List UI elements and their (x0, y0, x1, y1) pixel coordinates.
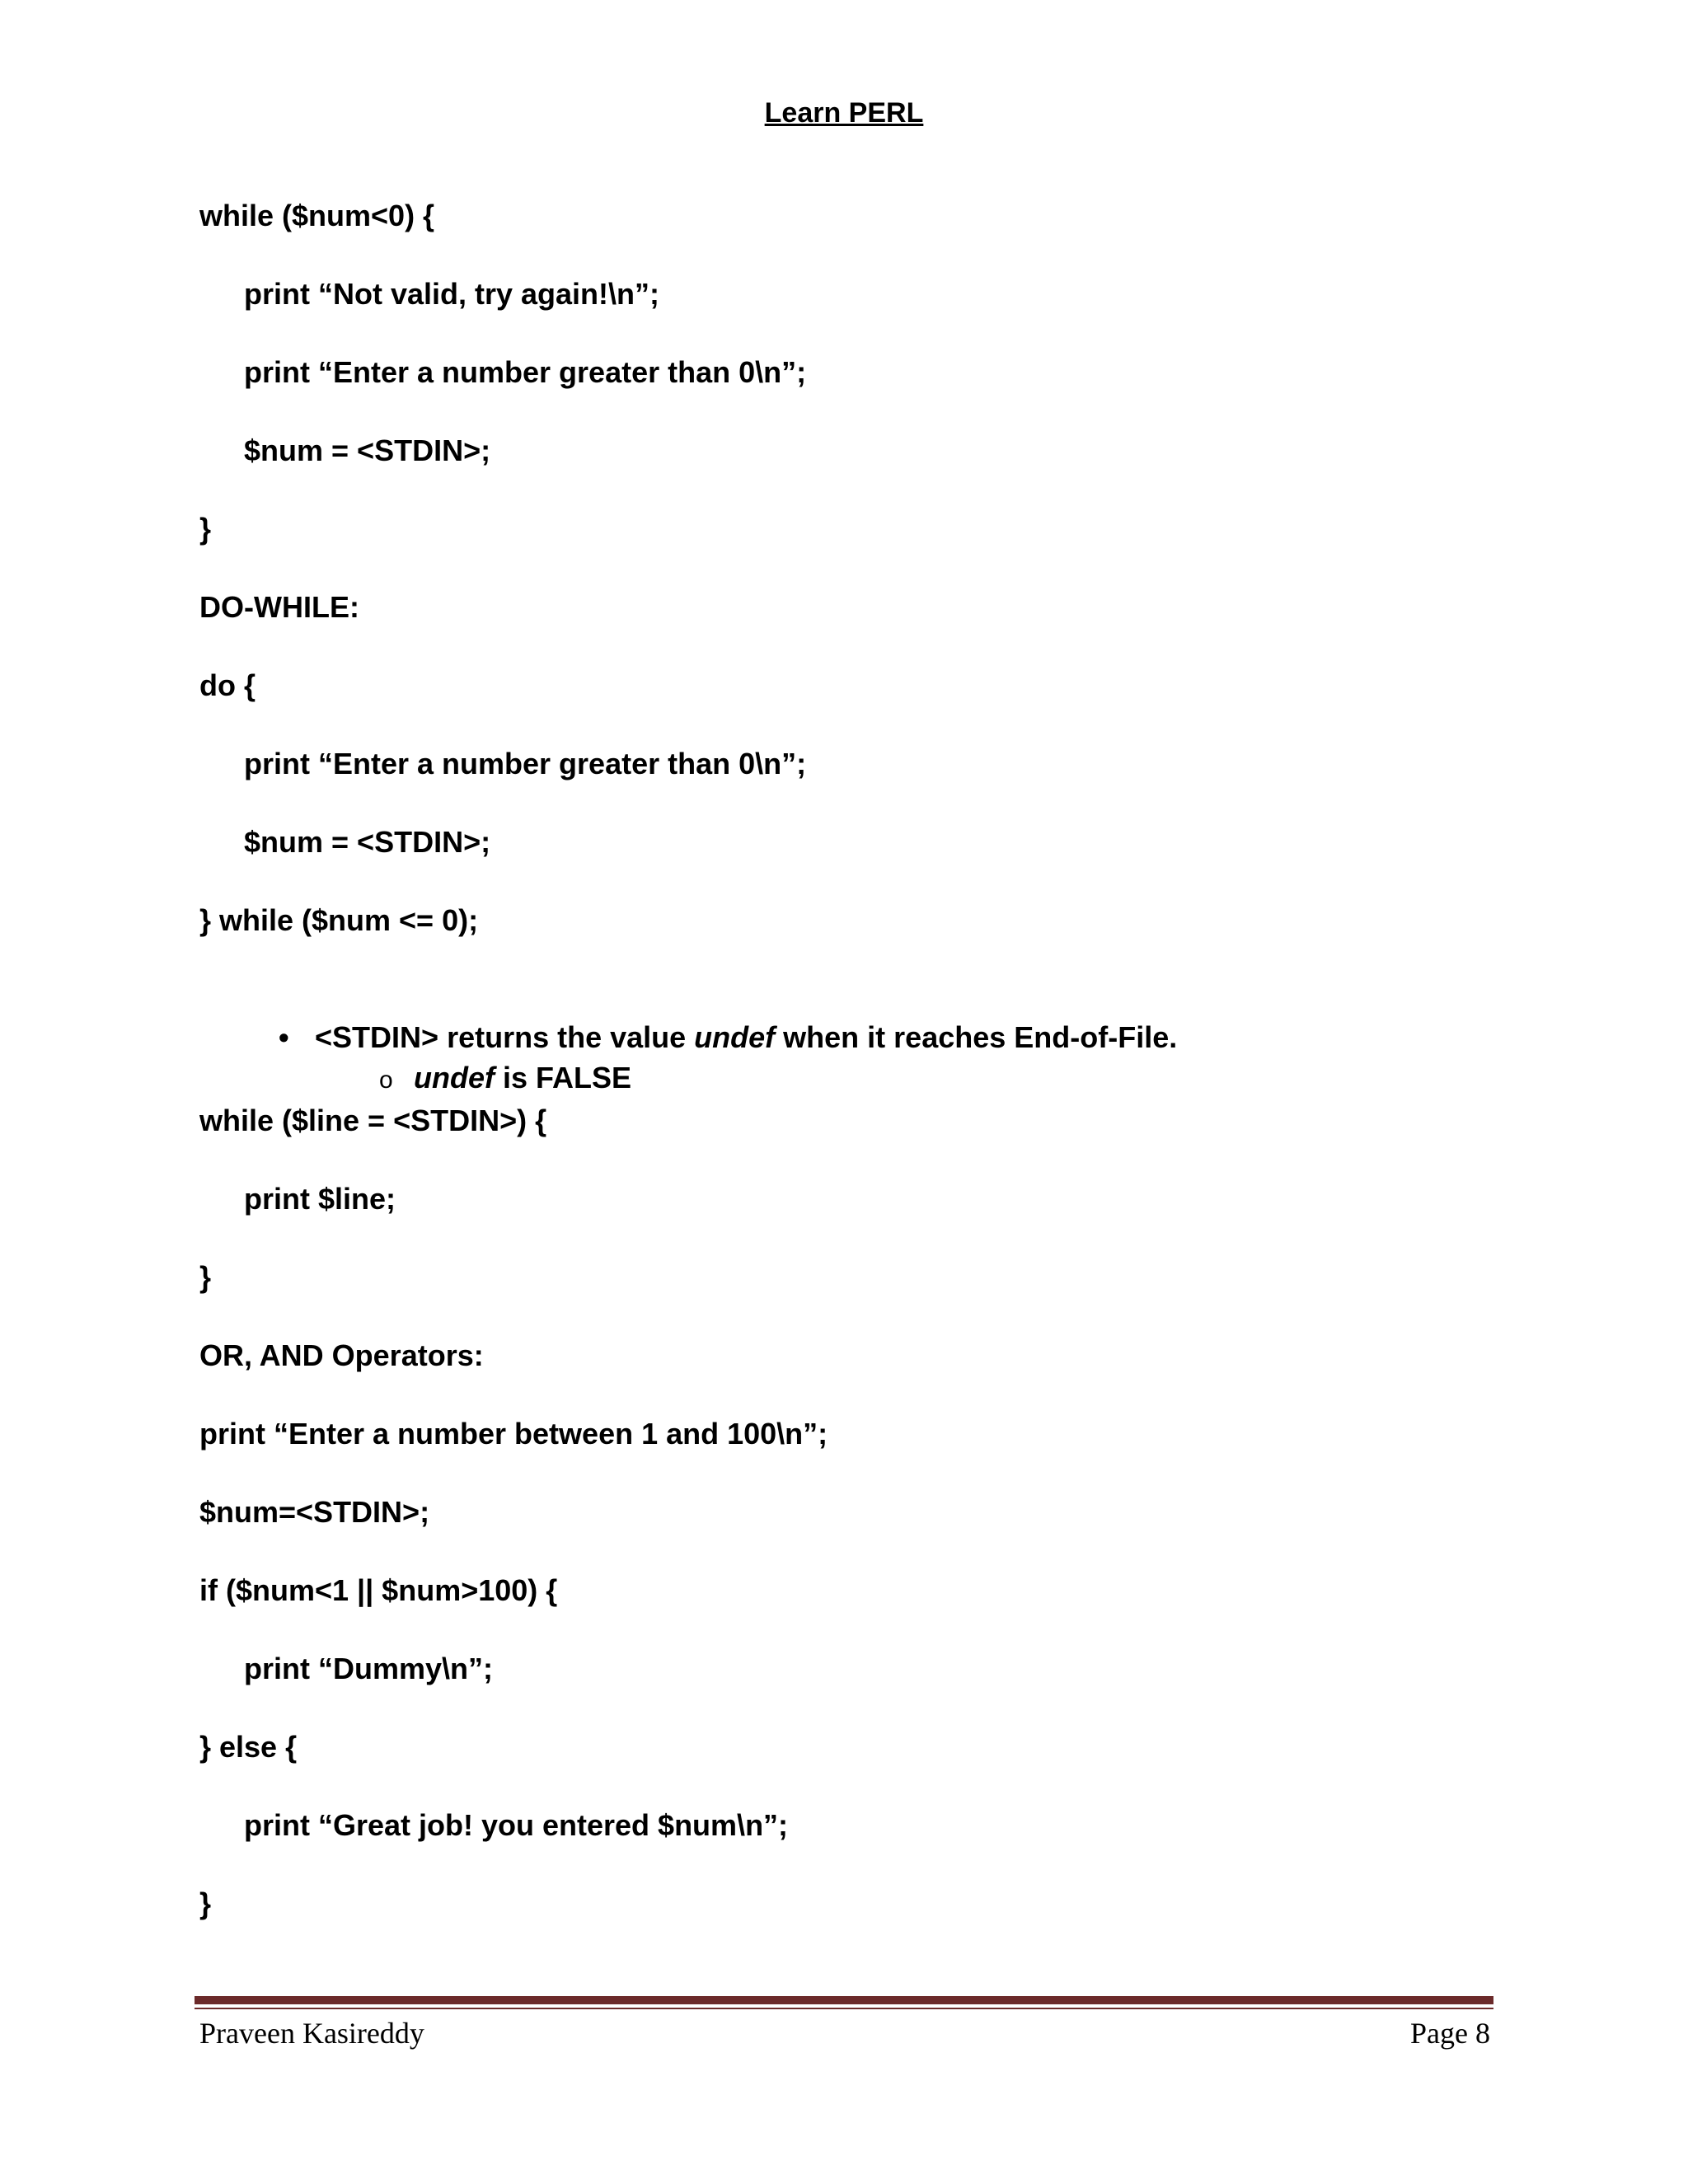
code-line: print “Enter a number greater than 0\n”; (244, 747, 807, 780)
page-number: Page 8 (1410, 2017, 1490, 2050)
page-header: Learn PERL (764, 97, 924, 129)
bullet-prefix: <STDIN> returns the value (315, 1020, 695, 1054)
footer-author: Praveen Kasireddy (199, 2017, 424, 2050)
code-line: } (199, 512, 212, 546)
code-line: $num = <STDIN>; (244, 434, 491, 467)
code-line: print “Great job! you entered $num\n”; (244, 1808, 789, 1842)
code-line: while ($line = <STDIN>) { (199, 1104, 547, 1137)
bullet-marker: • (279, 1020, 289, 1054)
code-line: if ($num<1 || $num>100) { (199, 1573, 558, 1607)
code-line: print “Not valid, try again!\n”; (244, 277, 660, 311)
code-line: $num = <STDIN>; (244, 825, 491, 859)
code-line: print “Enter a number greater than 0\n”; (244, 355, 807, 389)
code-line: do { (199, 668, 256, 702)
code-line: } while ($num <= 0); (199, 903, 479, 937)
bullet-emphasis: undef (694, 1020, 776, 1054)
code-line: $num=<STDIN>; (199, 1495, 430, 1529)
sub-bullet-emphasis: undef (414, 1061, 495, 1094)
bullet-suffix: when it reaches End-of-File. (775, 1020, 1178, 1054)
section-heading: DO-WHILE: (199, 590, 359, 624)
sub-bullet-suffix: is FALSE (495, 1061, 632, 1094)
sub-bullet-item (363, 1024, 631, 1099)
code-line: while ($num<0) { (199, 199, 435, 232)
code-line: print “Dummy\n”; (244, 1652, 493, 1685)
code-line: } (199, 1260, 212, 1294)
footer-divider-thin (195, 2008, 1493, 2009)
sub-bullet-marker: o (379, 1066, 393, 1094)
code-line: print “Enter a number between 1 and 100\n”; (199, 1417, 828, 1451)
code-line: print $line; (244, 1182, 396, 1216)
footer-divider (195, 1996, 1493, 2004)
code-line: } (199, 1886, 212, 1920)
section-heading: OR, AND Operators: (199, 1338, 484, 1372)
code-line: } else { (199, 1730, 298, 1764)
